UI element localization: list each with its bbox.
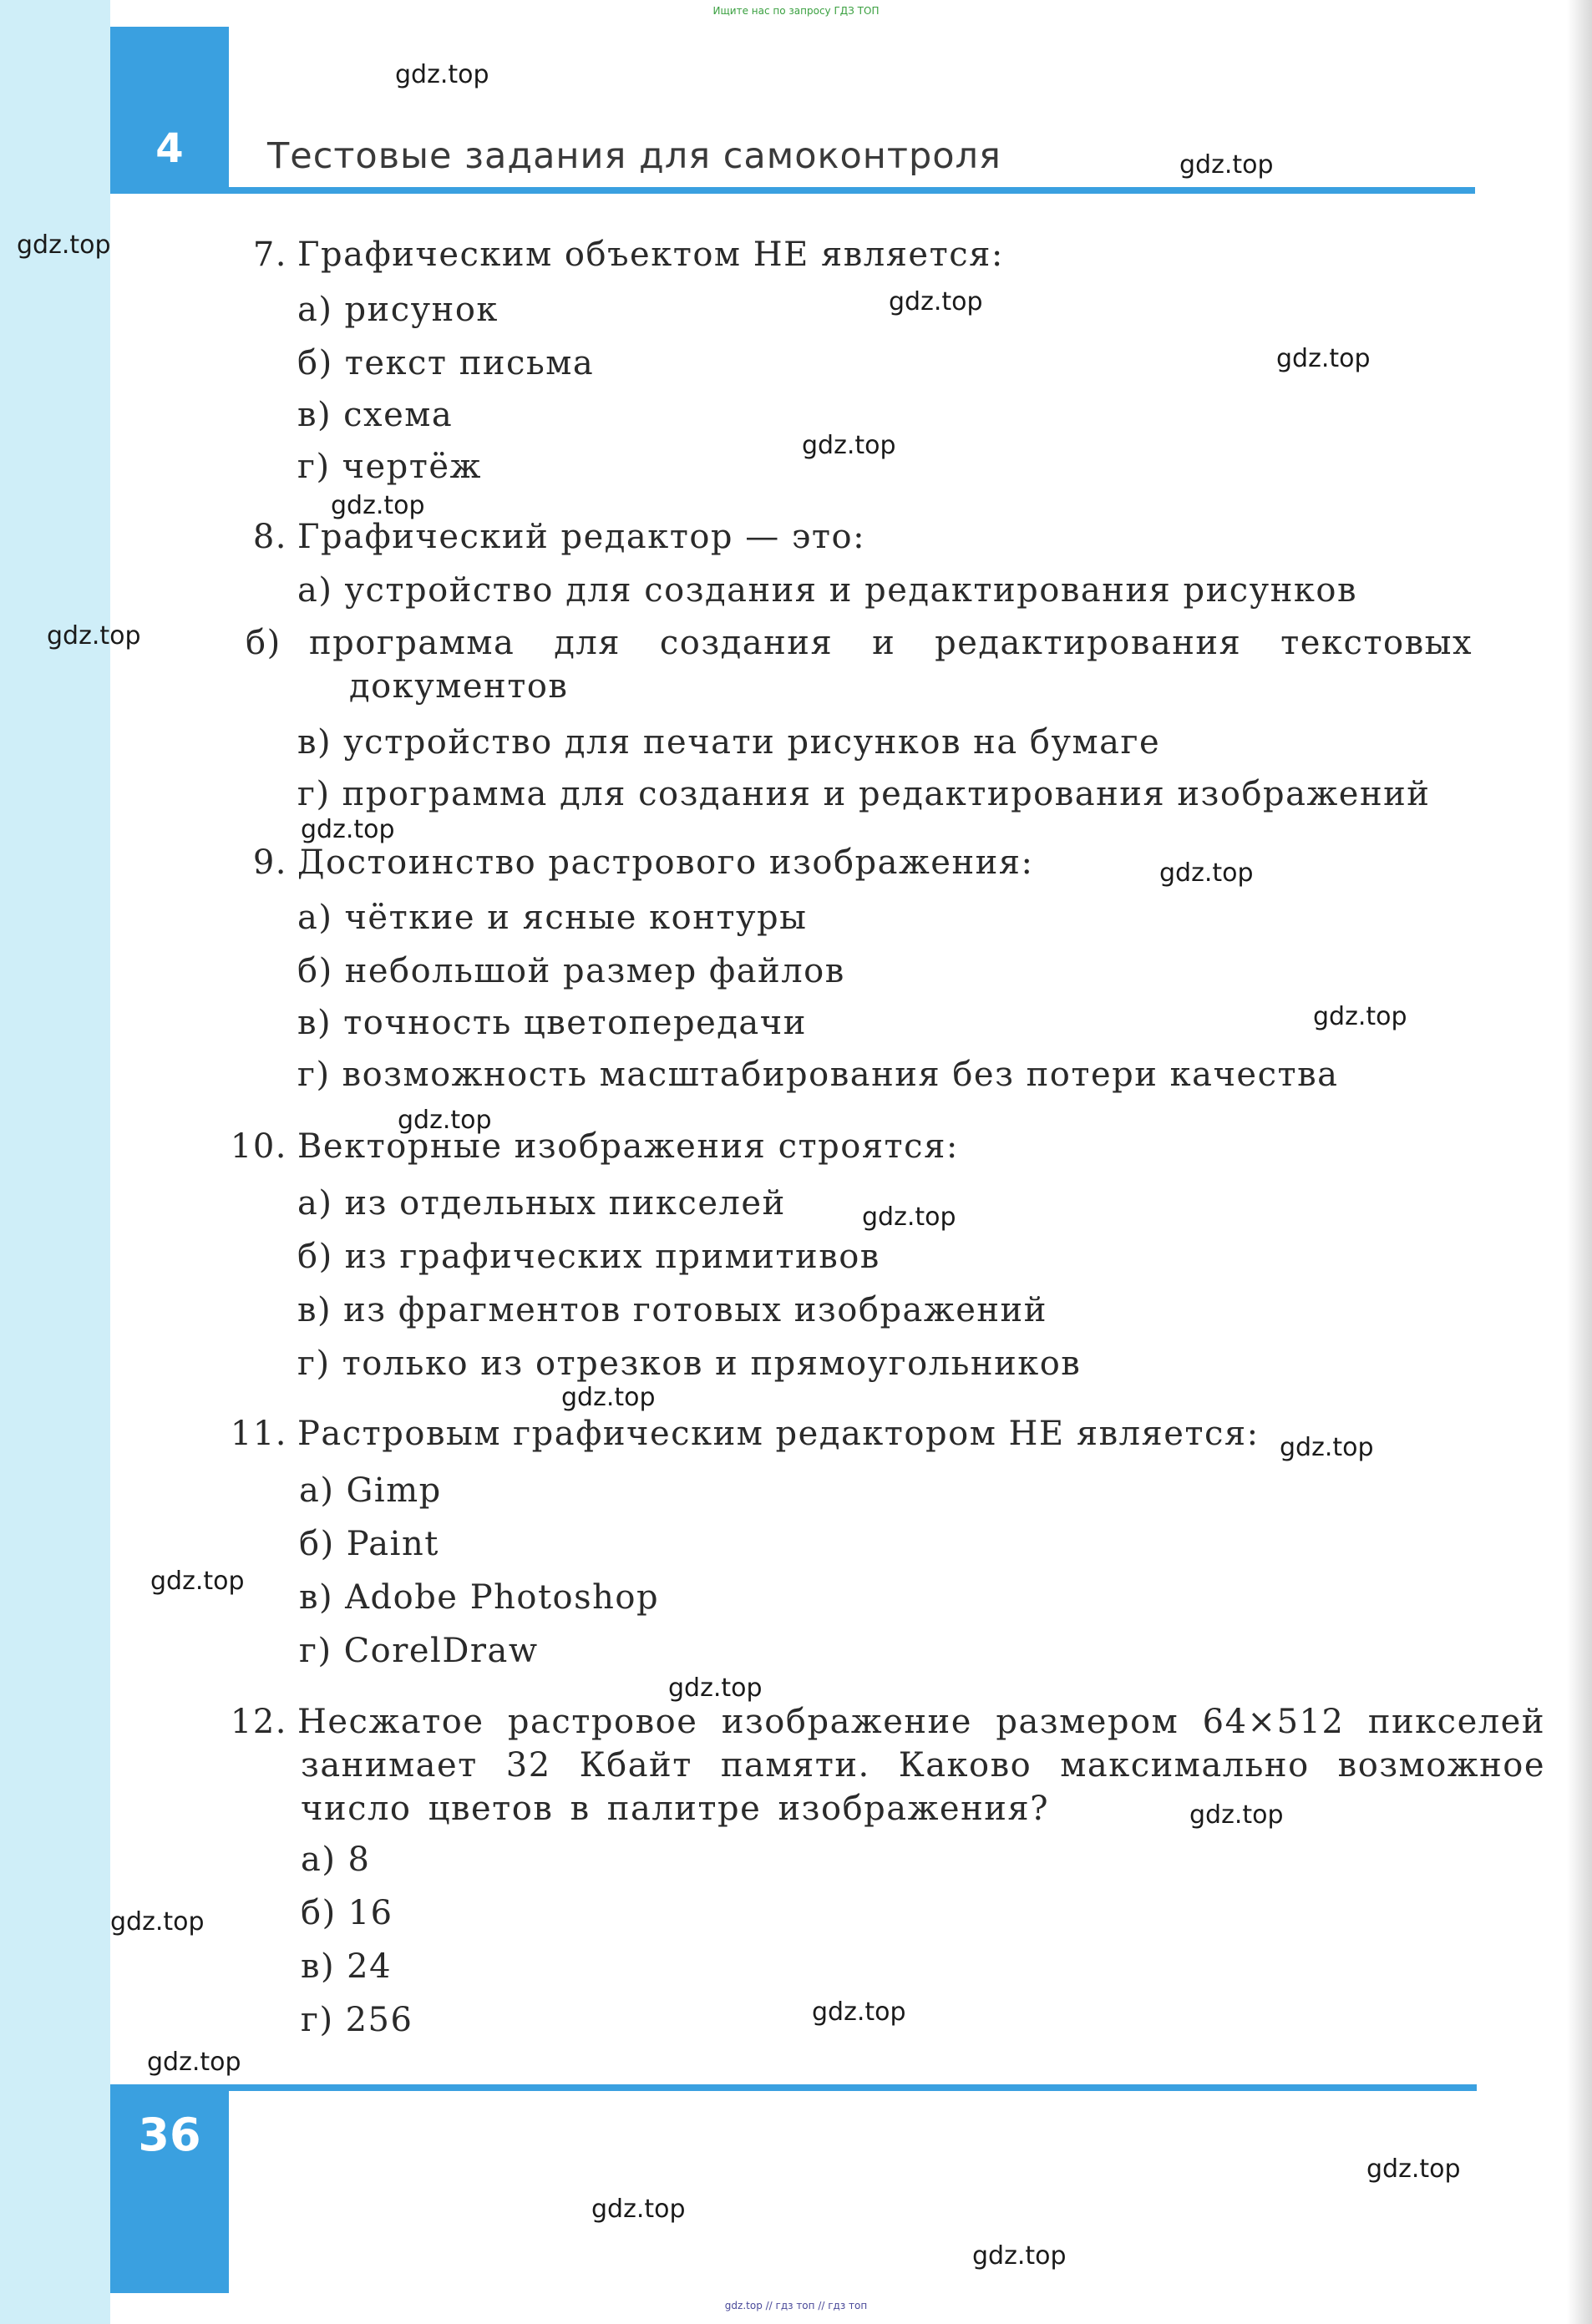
- option-text: точность цветопередачи: [343, 1004, 807, 1042]
- watermark: gdz.top: [1189, 1800, 1284, 1830]
- option: [301, 1894, 393, 1932]
- option: [301, 2001, 413, 2039]
- option-letter: а): [299, 1471, 335, 1510]
- watermark: gdz.top: [1366, 2154, 1461, 2184]
- question-text: Достоинство растрового изображения:: [297, 843, 1034, 882]
- watermark: gdz.top: [1313, 1002, 1407, 1031]
- option-text: из отдельных пикселей: [344, 1184, 786, 1223]
- option: [297, 775, 1430, 813]
- watermark: gdz.top: [150, 1567, 245, 1596]
- scan-edge-shadow: [1567, 0, 1592, 2324]
- option: [301, 1947, 392, 1986]
- option-text: возможность масштабирования без потери качества: [342, 1056, 1339, 1094]
- section-number: 4: [155, 125, 184, 172]
- option-letter: в): [297, 1004, 332, 1042]
- option: [299, 1471, 442, 1510]
- option: б) программа для создания и редактирования текстовых документов: [246, 624, 1473, 706]
- option-letter: в): [299, 1578, 334, 1617]
- question-7: [234, 235, 1004, 274]
- option-text: программа для создания и редактирования текстовых документов: [309, 624, 1473, 706]
- option-text: Gimp: [346, 1471, 442, 1510]
- question-number: 11.: [230, 1415, 287, 1453]
- option-letter: г): [299, 1632, 332, 1670]
- option: [299, 1578, 659, 1617]
- watermark: gdz.top: [331, 491, 425, 520]
- option-letter: г): [297, 1056, 331, 1094]
- question-10: [224, 1127, 959, 1166]
- question-number: 9.: [252, 843, 287, 882]
- watermark: gdz.top: [889, 287, 983, 316]
- top-note: Ищите нас по запросу ГДЗ ТОП: [712, 5, 880, 17]
- option-letter: в): [297, 396, 332, 434]
- left-margin-strip: [0, 0, 110, 2324]
- watermark: gdz.top: [561, 1383, 656, 1412]
- question-text: Графическим объектом НЕ является:: [297, 235, 1004, 274]
- page-number: 36: [138, 2109, 201, 2161]
- option-letter: г): [297, 1344, 331, 1383]
- option-letter: а): [297, 1184, 333, 1223]
- option: [297, 1004, 807, 1042]
- watermark: gdz.top: [110, 1907, 205, 1937]
- option: [297, 1291, 1047, 1329]
- option: [297, 571, 1357, 610]
- option: [299, 1632, 539, 1670]
- option-text: текст письма: [344, 344, 595, 382]
- option-letter: в): [297, 1291, 332, 1329]
- option-letter: г): [297, 775, 331, 813]
- watermark: gdz.top: [812, 1997, 906, 2027]
- option: [297, 344, 594, 382]
- watermark: gdz.top: [301, 815, 395, 844]
- watermark: gdz.top: [47, 621, 141, 651]
- watermark: gdz.top: [147, 2048, 241, 2077]
- option: [297, 899, 808, 937]
- option-text: устройство для печати рисунков на бумаге: [343, 723, 1161, 762]
- option-text: устройство для создания и редактирования рисунков: [344, 571, 1357, 610]
- option-text: небольшой размер файлов: [344, 952, 845, 990]
- watermark: gdz.top: [668, 1673, 763, 1703]
- option: [299, 1525, 439, 1563]
- option: [297, 1184, 786, 1223]
- option: [297, 723, 1160, 762]
- watermark: gdz.top: [862, 1203, 956, 1232]
- watermark: gdz.top: [1159, 858, 1254, 888]
- watermark: gdz.top: [591, 2195, 686, 2224]
- question-number: 10.: [230, 1127, 287, 1166]
- option-letter: б): [297, 1238, 333, 1276]
- bottom-note: gdz.top // гдз топ // гдз топ: [724, 2300, 868, 2311]
- question-text: Несжатое растровое изображение размером 64×512 пикселей занимает 32 Кбайт памяти. Каково максимально возможное число цветов в палитре изображения?: [297, 1703, 1545, 1828]
- option-text: программа для создания и редактирования изображений: [342, 775, 1431, 813]
- watermark: gdz.top: [1179, 150, 1274, 180]
- option: [297, 448, 482, 486]
- option: [301, 1840, 370, 1879]
- option-letter: г): [297, 448, 331, 486]
- option: [297, 291, 499, 329]
- option-letter: в): [297, 723, 332, 762]
- option-text: только из отрезков и прямоугольников: [342, 1344, 1082, 1383]
- option-text: из графических примитивов: [344, 1238, 880, 1276]
- watermark: gdz.top: [972, 2241, 1067, 2271]
- section-title: Тестовые задания для самоконтроля: [267, 135, 1001, 177]
- option-letter: б): [297, 344, 333, 382]
- watermark: gdz.top: [1276, 344, 1371, 373]
- option: [297, 952, 845, 990]
- option: [297, 1344, 1081, 1383]
- option-text: рисунок: [344, 291, 499, 329]
- question-number: 8.: [252, 518, 287, 556]
- option-letter: г): [301, 2001, 334, 2039]
- footer-rule: [110, 2084, 1477, 2091]
- option-text: Paint: [346, 1525, 439, 1563]
- option-text: чертёж: [342, 448, 482, 486]
- option: [297, 1238, 880, 1276]
- watermark: gdz.top: [17, 230, 111, 260]
- option-letter: а): [297, 291, 333, 329]
- question-11: [224, 1415, 1260, 1453]
- option-text: 24: [347, 1947, 393, 1986]
- option-text: Adobe Photoshop: [345, 1578, 660, 1617]
- option: [297, 396, 453, 434]
- option-letter: а): [297, 571, 333, 610]
- option-text: CorelDraw: [343, 1632, 539, 1670]
- option-text: из фрагментов готовых изображений: [343, 1291, 1047, 1329]
- option-letter: а): [301, 1840, 337, 1879]
- option-letter: б): [299, 1525, 335, 1563]
- question-12: [224, 1700, 1545, 1830]
- watermark: gdz.top: [395, 60, 489, 89]
- option-text: чёткие и ясные контуры: [344, 899, 808, 937]
- watermark: gdz.top: [398, 1106, 492, 1135]
- header-rule: [110, 187, 1475, 194]
- option: [297, 1056, 1339, 1094]
- question-8: [234, 518, 865, 556]
- question-9: [234, 843, 1034, 882]
- question-number: 12.: [230, 1703, 287, 1741]
- option-text: 256: [345, 2001, 413, 2039]
- watermark: gdz.top: [1280, 1433, 1374, 1462]
- option-letter: в): [301, 1947, 336, 1986]
- watermark: gdz.top: [802, 431, 896, 460]
- question-text: Графический редактор — это:: [297, 518, 866, 556]
- option-letter: а): [297, 899, 333, 937]
- option-text: схема: [343, 396, 454, 434]
- question-number: 7.: [252, 235, 287, 274]
- option-text: 8: [347, 1840, 371, 1879]
- question-text: Векторные изображения строятся:: [297, 1127, 959, 1166]
- option-letter: б): [297, 952, 333, 990]
- option-text: 16: [347, 1894, 393, 1932]
- question-text: Растровым графическим редактором НЕ является:: [297, 1415, 1260, 1453]
- option-letter: б): [301, 1894, 337, 1932]
